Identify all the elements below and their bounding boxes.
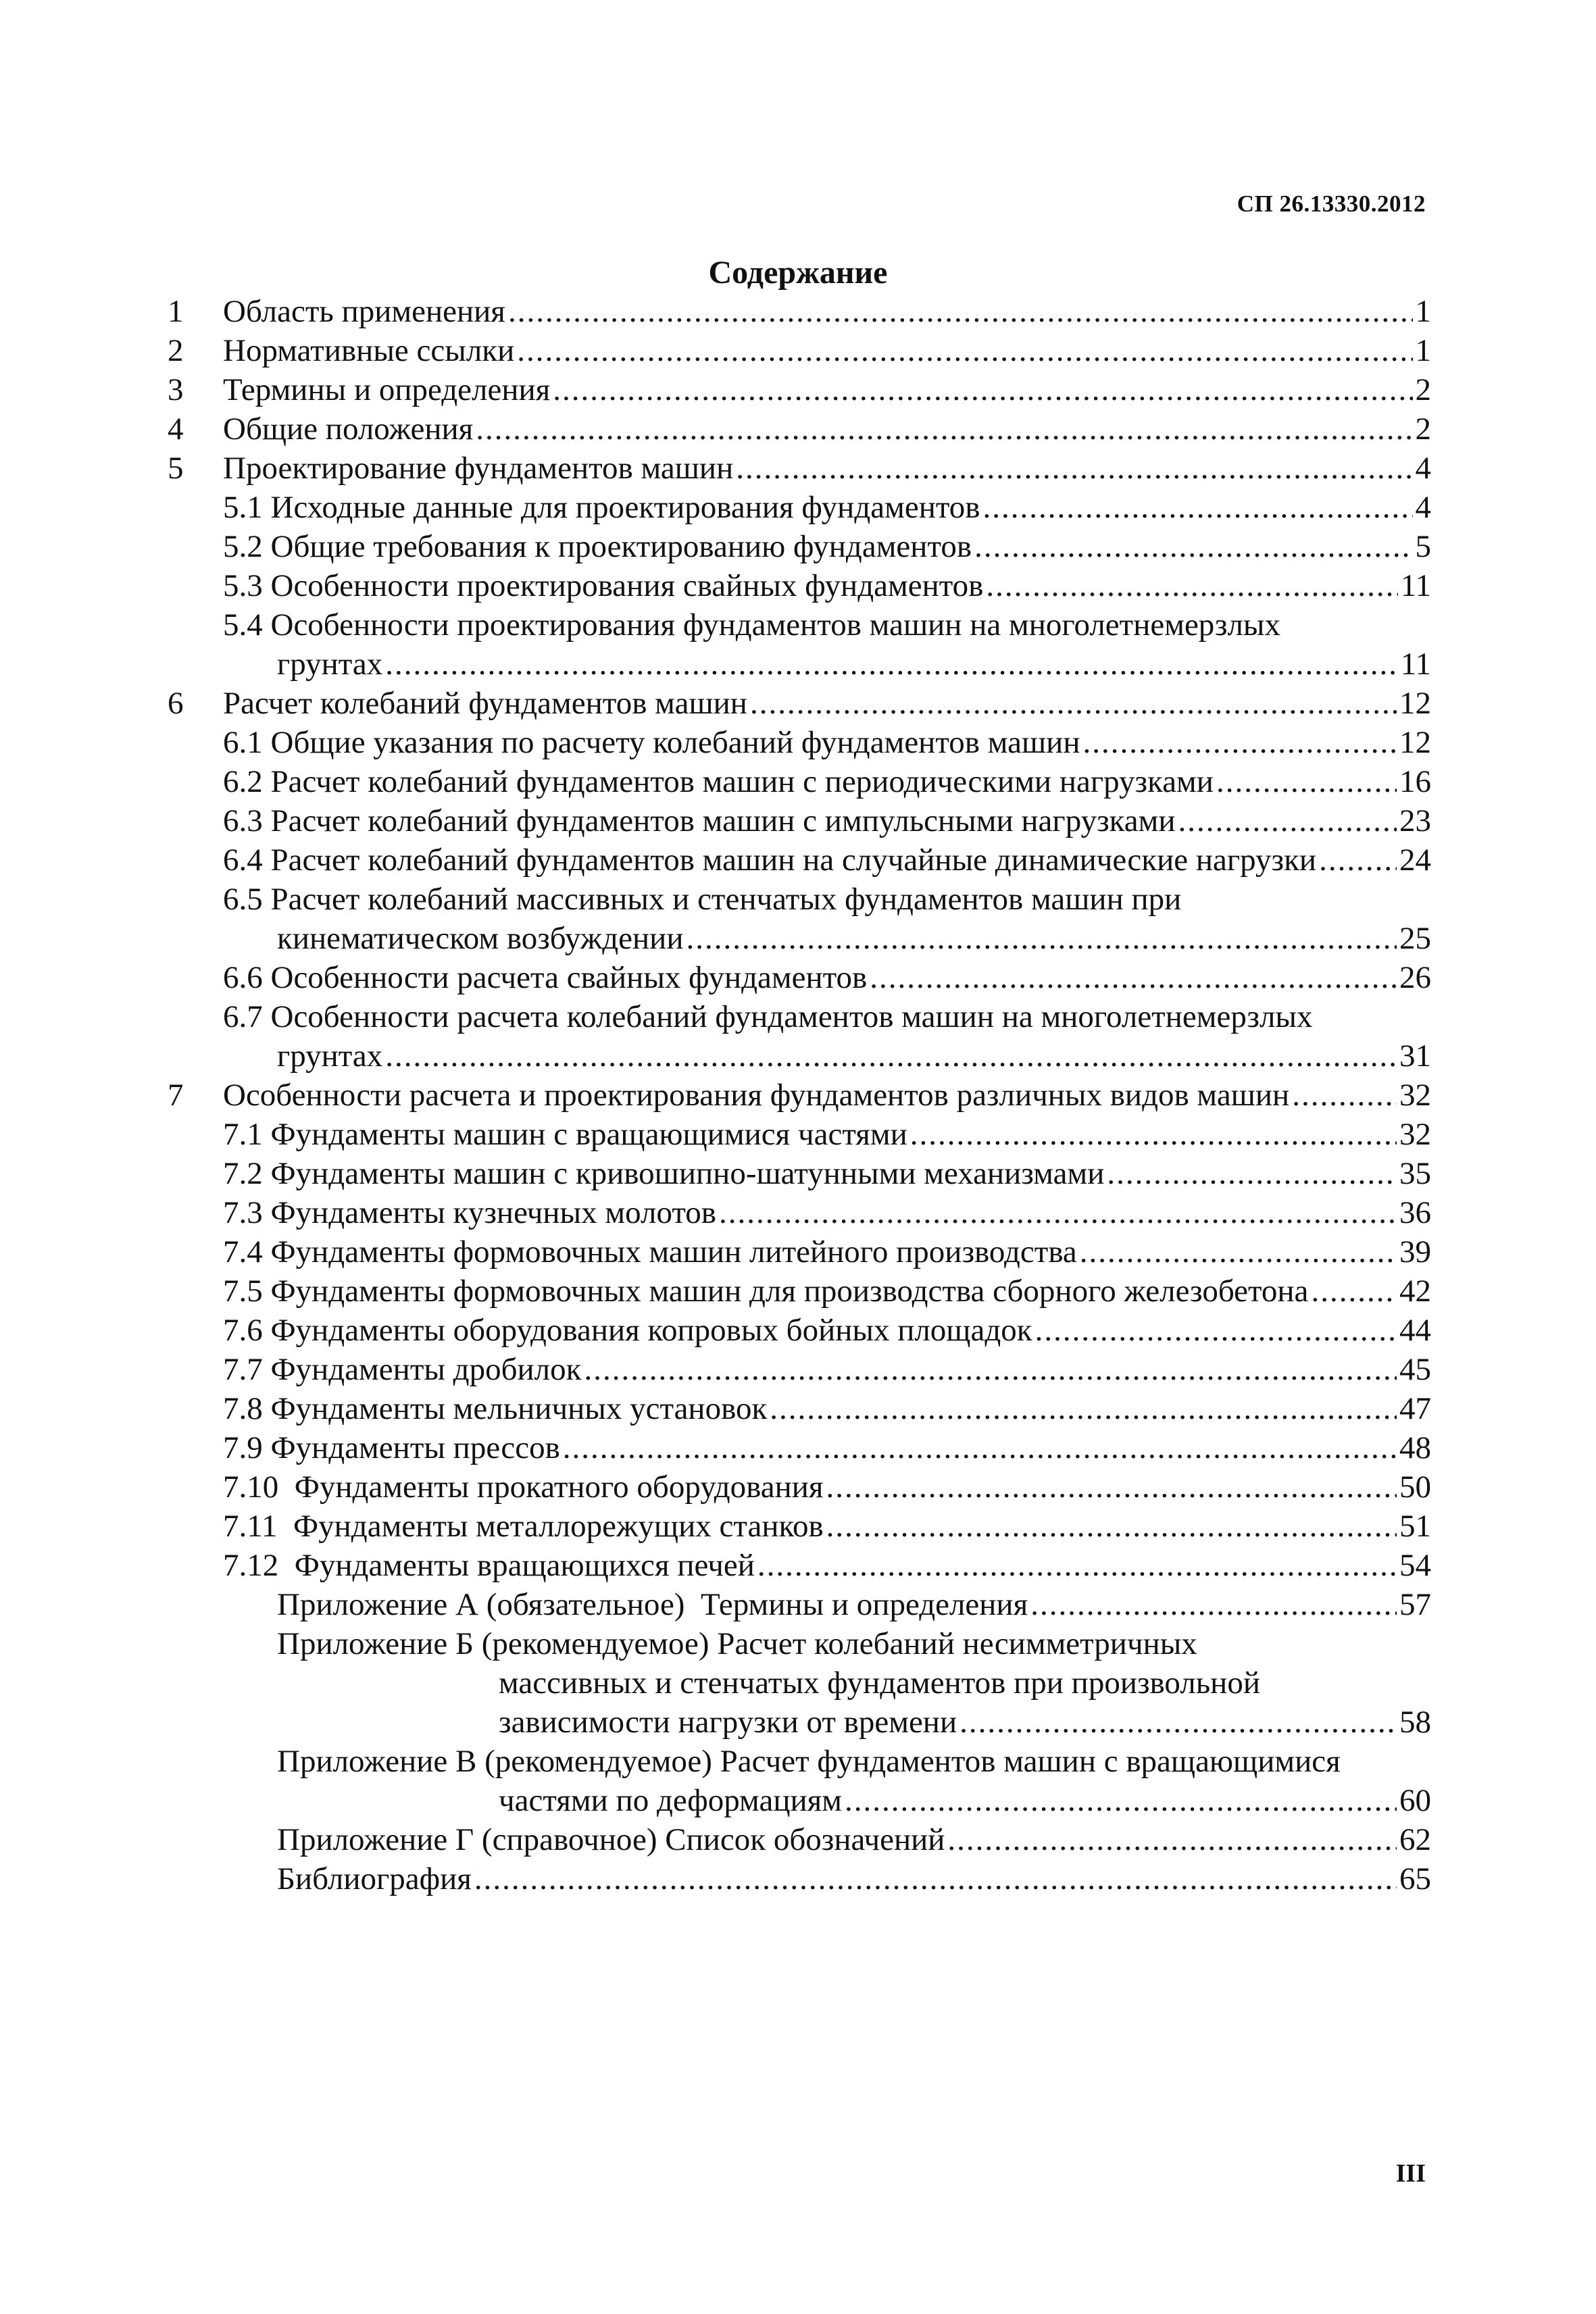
toc-entry-label: Приложение Б (рекомендуемое) Расчет колебаний несимметричных [277,1626,1197,1661]
dot-leader [686,919,1397,958]
toc-entry-label: 5.4 Особенности проектирования фундаментов машин на многолетнемерзлых [223,607,1280,643]
toc-entry-label: 7.1 Фундаменты машин с вращающимися частями [223,1117,907,1152]
dot-leader [476,409,1412,449]
toc-entry-page: 16 [1399,764,1431,799]
dot-leader [910,1115,1397,1154]
toc-entry-page: 50 [1399,1469,1431,1505]
toc-subentry[interactable] [168,880,1431,919]
toc-entry-page: 32 [1399,1078,1431,1113]
toc-entry-label: 6.4 Расчет колебаний фундаментов машин на случайные динамические нагрузки [223,842,1317,878]
toc-entry-label: Расчет колебаний фундаментов машин [223,686,747,721]
toc-entry-label: частями по деформациям [499,1783,842,1818]
dot-leader [1292,1076,1397,1115]
toc-entry-number: 3 [168,372,184,407]
toc-subentry[interactable] [168,1350,1431,1389]
toc-entry-page: 51 [1399,1509,1431,1544]
toc-entry-page: 60 [1399,1783,1431,1818]
toc-entry-number: 6 [168,686,184,721]
toc-entry[interactable] [168,1076,1431,1115]
toc-subentry[interactable] [168,1272,1431,1311]
toc-entry-page: 47 [1399,1391,1431,1426]
toc-subentry[interactable] [168,1389,1431,1428]
toc-entry-label: Библиография [277,1861,472,1896]
table-of-contents [168,292,1431,1898]
toc-entry-page: 1 [1415,333,1431,368]
toc-entry-label: Приложение В (рекомендуемое) Расчет фундаментов машин с вращающимися [277,1744,1341,1779]
toc-entry-page: 2 [1415,372,1431,407]
dot-leader [719,1193,1397,1232]
toc-subentry[interactable] [168,958,1431,997]
toc-entry[interactable] [168,292,1431,331]
toc-entry-number: 1 [168,294,184,329]
dot-leader [1035,1311,1397,1350]
toc-entry-page: 36 [1399,1195,1431,1230]
toc-entry[interactable] [168,331,1431,370]
toc-subentry[interactable] [168,997,1431,1036]
dot-leader [1216,762,1397,801]
dot-leader [947,1820,1397,1859]
toc-entry-page: 26 [1399,960,1431,995]
toc-entry-label: 7.11 Фундаменты металлорежущих станков [223,1509,824,1544]
dot-leader [1311,1272,1397,1311]
toc-entry-page: 4 [1415,490,1431,525]
toc-entry-page: 44 [1399,1313,1431,1348]
dot-leader [1030,1585,1397,1624]
toc-entry-number: 2 [168,333,184,368]
toc-subentry-continuation[interactable] [168,919,1431,958]
toc-entry-label: Термины и определения [223,372,551,407]
toc-entry-label: Проектирование фундаментов машин [223,451,734,486]
dot-leader [1319,840,1397,880]
dot-leader [584,1350,1397,1389]
toc-entry-page: 4 [1415,451,1431,486]
toc-entry-label: 6.6 Особенности расчета свайных фундаментов [223,960,868,995]
toc-entry-number: 7 [168,1078,184,1113]
dot-leader [870,958,1397,997]
toc-entry-page: 23 [1399,803,1431,838]
toc-entry-label: Нормативные ссылки [223,333,515,368]
toc-appendix-continuation[interactable] [168,1663,1431,1703]
toc-entry-page: 58 [1399,1705,1431,1740]
toc-appendix-continuation[interactable] [168,1703,1431,1742]
dot-leader [982,488,1412,527]
toc-entry-label: 7.7 Фундаменты дробилок [223,1352,582,1387]
toc-subentry[interactable] [168,527,1431,566]
dot-leader [1082,723,1397,762]
dot-leader [826,1507,1397,1546]
dot-leader [517,331,1412,370]
toc-appendix[interactable] [168,1820,1431,1859]
toc-subentry[interactable] [168,605,1431,645]
dot-leader [1178,801,1397,840]
toc-appendix[interactable] [168,1742,1431,1781]
toc-entry-number: 5 [168,451,184,486]
toc-entry[interactable] [168,684,1431,723]
dot-leader [385,645,1397,684]
toc-entry-number: 4 [168,411,184,447]
toc-entry-page: 32 [1399,1117,1431,1152]
toc-entry-page: 39 [1399,1234,1431,1269]
toc-entry-label: массивных и стенчатых фундаментов при произвольной [499,1665,1260,1701]
toc-entry-label: 7.4 Фундаменты формовочных машин литейного производства [223,1234,1077,1269]
toc-entry-label: зависимости нагрузки от времени [499,1705,957,1740]
toc-entry-page: 31 [1399,1038,1431,1074]
toc-entry-label: грунтах [277,647,383,682]
toc-entry-page: 65 [1399,1861,1431,1896]
toc-appendix[interactable] [168,1585,1431,1624]
toc-entry-label: 7.2 Фундаменты машин с кривошипно-шатунными механизмами [223,1156,1105,1191]
toc-entry-label: Приложение Г (справочное) Список обозначений [277,1822,945,1857]
toc-subentry[interactable] [168,1154,1431,1193]
toc-entry-page: 57 [1399,1587,1431,1622]
toc-subentry[interactable] [168,566,1431,605]
toc-entry-page: 12 [1399,686,1431,721]
toc-appendix-continuation[interactable] [168,1781,1431,1820]
toc-entry-page: 42 [1399,1274,1431,1309]
toc-entry-page: 5 [1415,529,1431,564]
toc-entry-label: 6.5 Расчет колебаний массивных и стенчатых фундаментов машин при [223,882,1182,917]
toc-entry-label: 7.8 Фундаменты мельничных установок [223,1391,768,1426]
toc-entry-label: грунтах [277,1038,383,1074]
toc-subentry[interactable] [168,1467,1431,1507]
toc-subentry-continuation[interactable] [168,1036,1431,1076]
toc-entry-label: 6.3 Расчет колебаний фундаментов машин с импульсными нагрузками [223,803,1176,838]
dot-leader [508,292,1413,331]
toc-entry-label: 7.12 Фундаменты вращающихся печей [223,1548,755,1583]
dot-leader [385,1036,1397,1076]
toc-subentry[interactable] [168,488,1431,527]
toc-entry[interactable] [168,370,1431,409]
toc-entry-label: 6.7 Особенности расчета колебаний фундаментов машин на многолетнемерзлых [223,999,1313,1034]
toc-entry-label: кинематическом возбуждении [277,921,684,956]
toc-subentry[interactable] [168,1311,1431,1350]
toc-subentry[interactable] [168,723,1431,762]
toc-entry-page: 11 [1400,568,1431,603]
dot-leader [959,1703,1397,1742]
toc-entry-label: 5.2 Общие требования к проектированию фундаментов [223,529,972,564]
toc-entry-label: Приложение А (обязательное) Термины и определения [277,1587,1028,1622]
toc-entry-page: 12 [1399,725,1431,760]
dot-leader [750,684,1397,723]
toc-entry-page: 2 [1415,411,1431,447]
dot-leader [736,449,1412,488]
toc-entry[interactable] [168,449,1431,488]
toc-entry-page: 54 [1399,1548,1431,1583]
toc-entry-label: 7.10 Фундаменты прокатного оборудования [223,1469,824,1505]
toc-entry-label: 7.3 Фундаменты кузнечных молотов [223,1195,716,1230]
toc-entry[interactable] [168,409,1431,449]
toc-entry-label: Область применения [223,294,505,329]
toc-subentry-continuation[interactable] [168,645,1431,684]
toc-entry-label: 6.2 Расчет колебаний фундаментов машин с периодическими нагрузками [223,764,1214,799]
document-code: СП 26.13330.2012 [1237,191,1426,217]
toc-subentry[interactable] [168,801,1431,840]
dot-leader [845,1781,1397,1820]
toc-appendix[interactable] [168,1624,1431,1663]
toc-entry-label: 7.6 Фундаменты оборудования копровых бойных площадок [223,1313,1032,1348]
toc-entry-label: 7.9 Фундаменты прессов [223,1430,560,1465]
toc-entry-page: 24 [1399,842,1431,878]
toc-entry-page: 48 [1399,1430,1431,1465]
dot-leader [553,370,1412,409]
dot-leader [826,1467,1397,1507]
toc-subentry[interactable] [168,1428,1431,1467]
toc-entry-label: 6.1 Общие указания по расчету колебаний фундаментов машин [223,725,1080,760]
toc-subentry[interactable] [168,1193,1431,1232]
toc-entry-page: 11 [1400,647,1431,682]
toc-subentry[interactable] [168,1115,1431,1154]
toc-bibliography[interactable] [168,1859,1431,1898]
dot-leader [986,566,1397,605]
toc-entry-label: Особенности расчета и проектирования фундаментов различных видов машин [223,1078,1290,1113]
dot-leader [770,1389,1397,1428]
toc-entry-label: 5.1 Исходные данные для проектирования фундаментов [223,490,980,525]
toc-entry-label: 7.5 Фундаменты формовочных машин для производства сборного железобетона [223,1274,1309,1309]
dot-leader [974,527,1412,566]
toc-entry-page: 1 [1415,294,1431,329]
toc-entry-label: Общие положения [223,411,474,447]
toc-entry-page: 35 [1399,1156,1431,1191]
page-number: III [1395,2159,1426,2188]
toc-subentry[interactable] [168,840,1431,880]
toc-subentry[interactable] [168,1546,1431,1585]
dot-leader [474,1859,1397,1898]
toc-subentry[interactable] [168,1232,1431,1272]
toc-entry-page: 45 [1399,1352,1431,1387]
toc-subentry[interactable] [168,1507,1431,1546]
dot-leader [757,1546,1397,1585]
toc-entry-label: 5.3 Особенности проектирования свайных фундаментов [223,568,984,603]
toc-entry-page: 25 [1399,921,1431,956]
dot-leader [1107,1154,1397,1193]
toc-subentry[interactable] [168,762,1431,801]
dot-leader [563,1428,1397,1467]
toc-entry-page: 62 [1399,1822,1431,1857]
dot-leader [1080,1232,1397,1272]
page-title: Содержание [708,255,888,291]
